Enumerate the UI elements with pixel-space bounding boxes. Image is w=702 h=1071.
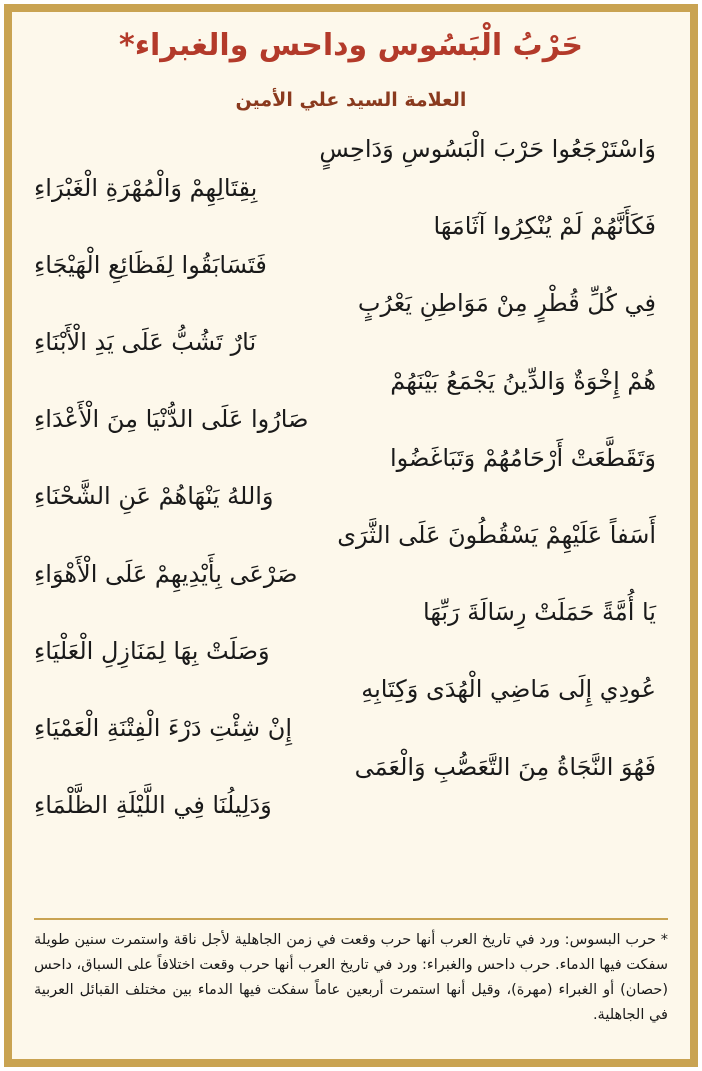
poem-line: أَسَفاً عَلَيْهِمْ يَسْقُطُونَ عَلَى الثَّرَى — [337, 520, 656, 549]
poem-author: العلامة السيد علي الأمين — [235, 89, 467, 111]
poem-verses — [34, 130, 668, 825]
poem-line: فَهُوَ النَّجَاةُ مِنَ التَّعَصُّبِ وَالْعَمَى — [354, 752, 656, 781]
poem-line: فَكَأَنَّهُمْ لَمْ يُنْكِرُوا آثَامَهَا — [433, 212, 656, 241]
poem-line: يَا أُمَّةً حَمَلَتْ رِسَالَةَ رَبِّهَا — [423, 598, 656, 627]
page-frame — [4, 4, 698, 1067]
poem-line: فَتَسَابَقُوا لِفَظَائِعِ الْهَيْجَاءِ — [34, 250, 267, 279]
poem-line: صَرْعَى بِأَيْدِيهِمْ عَلَى الْأَهْوَاءِ — [34, 559, 298, 588]
poem-line: وَصَلَتْ بِهَا لِمَنَازِلِ الْعَلْيَاءِ — [34, 636, 270, 665]
content-panel — [12, 12, 690, 1059]
footnote: * حرب البسوس: ورد في تاريخ العرب أنها حرب وقعت في زمن الجاهلية لأجل ناقة واستمرت سنين طويلة سفكت فيها الدماء. حرب داحس والغبراء: ورد في تاريخ العرب أنها حرب وقعت اختلافاً على السباق، داحس (حصان) أو الغبراء (مهرة)، وقيل أنها استمرت أربعين عاماً سفكت فيها الدماء بين مختلف القبائل العربية في الجاهلية. — [34, 932, 668, 1023]
poem-line: بِقِتَالِهِمْ وَالْمُهْرَةِ الْغَبْرَاءِ — [34, 173, 258, 202]
poem-line: وَدَلِيلُنَا فِي اللَّيْلَةِ الظَّلْمَاءِ — [34, 791, 272, 820]
poem-line: نَارٌ تَشُبُّ عَلَى يَدِ الْأَبْنَاءِ — [34, 327, 257, 356]
poem-line: وَاسْتَرْجَعُوا حَرْبَ الْبَسُوسِ وَدَاحِسٍ — [319, 135, 656, 163]
poem-title: حَرْبُ الْبَسُوس وداحس والغبراء* — [119, 28, 583, 63]
poem-line: فِي كُلِّ قُطْرٍ مِنْ مَوَاطِنِ يَعْرُبٍ — [357, 289, 656, 318]
poem-line: عُودِي إِلَى مَاضِي الْهُدَى وَكِتَابِهِ — [361, 675, 656, 704]
poem-line: هُمْ إِخْوَةٌ وَالدِّينُ يَجْمَعُ بَيْنَهُمْ — [390, 366, 656, 395]
poem-line: إِنْ شِئْتِ دَرْءَ الْفِتْنَةِ الْعَمْيَاءِ — [34, 713, 293, 742]
footnote-divider — [34, 918, 668, 920]
poem-line: وَاللهُ يَنْهَاهُمْ عَنِ الشَّحْنَاءِ — [34, 482, 274, 511]
poem-line: صَارُوا عَلَى الدُّنْيَا مِنَ الْأَعْدَاءِ — [34, 405, 309, 434]
poem-line: وَتَقَطَّعَتْ أَرْحَامُهُمْ وَتَبَاغَضُوا — [389, 443, 656, 472]
